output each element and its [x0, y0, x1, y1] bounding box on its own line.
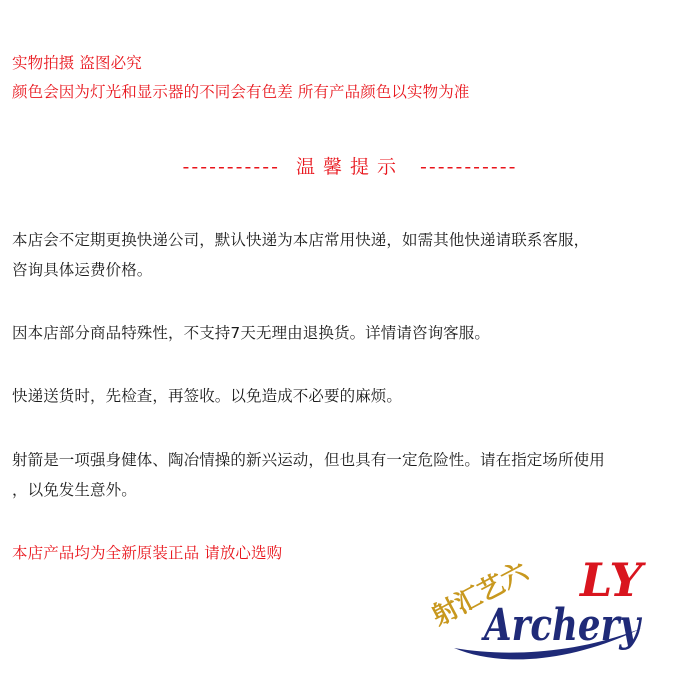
ly-archery-logo	[427, 540, 654, 670]
tip-title: 温馨提示	[295, 156, 404, 178]
notice-line-color: 颜色会因为灯光和显示器的不同会有色差 所有产品颜色以实物为准	[12, 83, 470, 101]
svg-text:Archery: Archery	[480, 600, 643, 651]
footer-notice: 本店产品均为全新原装正品 请放心选购	[12, 544, 283, 562]
paragraph-inspect: 快递送货时，先检查，再签收。以免造成不必要的麻烦。	[12, 387, 403, 405]
tip-dashes-right: -----------	[420, 156, 518, 178]
paragraph-safety-line-2: ，以免发生意外。	[12, 481, 137, 499]
paragraph-returns: 因本店部分商品特殊性，不支持7天无理由退换货。详情请咨询客服。	[12, 324, 490, 342]
paragraph-safety-line-1: 射箭是一项强身健体、陶冶情操的新兴运动，但也具有一定危险性。请在指定场所使用	[12, 451, 605, 469]
notice-line-photo: 实物拍摄 盗图必究	[12, 54, 142, 72]
paragraph-shipping-line-1: 本店会不定期更换快递公司，默认快递为本店常用快递，如需其他快递请联系客服，	[12, 231, 590, 249]
svg-text:射汇艺六: 射汇艺六	[427, 556, 534, 633]
tip-dashes-left: -----------	[182, 156, 280, 178]
paragraph-shipping-line-2: 咨询具体运费价格。	[12, 261, 153, 279]
svg-text:LY: LY	[580, 553, 643, 607]
tip-header	[0, 154, 700, 180]
